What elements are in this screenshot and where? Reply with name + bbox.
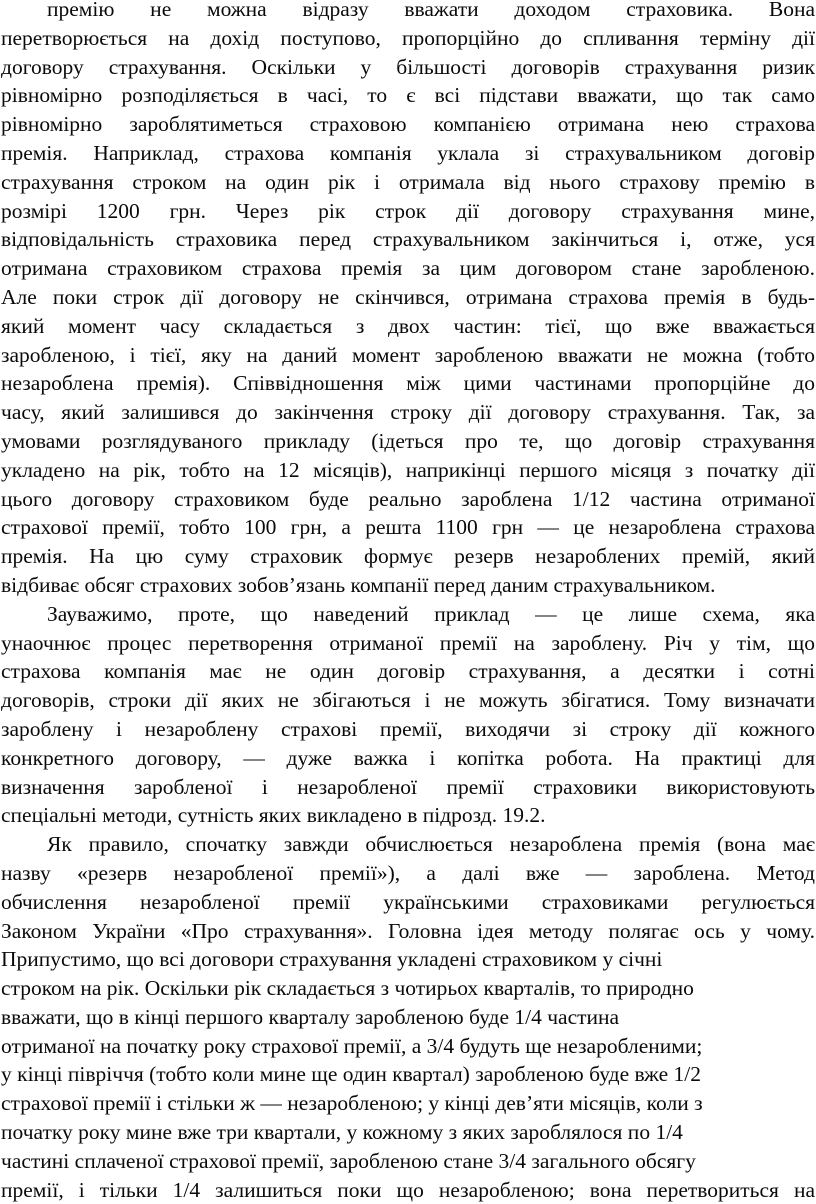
text-line: заробленою, і тієї, яку на даний момент заробленою вважати не можна (тобто <box>1 342 815 367</box>
text-line: цього договору страховиком буде реально зароблена 1/12 частина отриманої <box>1 486 815 511</box>
text-line: у кінці півріччя (тобто коли мине ще один квартал) заробленою буде вже 1/2 <box>1 1062 701 1087</box>
text-line: рівномірно зароблятиметься страховою компанією отримана нею страхова <box>1 112 815 137</box>
text-line: який момент часу складається з двох частин: тієї, що вже вважається <box>1 313 815 338</box>
text-line: назву «резерв незаробленої премії»), а далі вже — зароблена. Метод <box>1 860 815 885</box>
text-line: часу, який залишився до закінчення строку дії договору страхування. Так, за <box>1 400 815 425</box>
text-line: обчислення незаробленої премії українськими страховиками регулюється <box>1 889 815 914</box>
text-line: зароблену і незароблену страхові премії, виходячи зі строку дії кожного <box>1 716 815 741</box>
text-line: премія. Наприклад, страхова компанія уклала зі страхувальником договір <box>1 140 815 165</box>
text-line: відбиває обсяг страхових зобов’язань компанії перед даним страхувальником. <box>1 572 716 597</box>
text-line: укладено на рік, тобто на 12 місяців), наприкінці першого місяця з початку дії <box>1 457 815 482</box>
text-line: отриманої на початку року страхової премії, а 3/4 будуть ще незаробленими; <box>1 1033 703 1058</box>
text-line: спеціальні методи, сутність яких викладено в підрозд. 19.2. <box>1 803 546 828</box>
text-line: перетворюється на дохід поступово, пропорційно до спливання терміну дії <box>1 25 815 50</box>
text-line: строком на рік. Оскільки рік складається з чотирьох кварталів, то природно <box>1 976 694 1001</box>
text-line: частині сплаченої страхової премії, заробленою стане 3/4 загального обсягу <box>1 1148 696 1173</box>
text-line: рівномірно розподіляється в часі, то є всі підстави вважати, що так само <box>1 83 815 108</box>
text-line: страхування строком на один рік і отримала від нього страхову премію в <box>1 169 815 194</box>
text-line: страхова компанія має не один договір страхування, а десятки і сотні <box>1 659 815 684</box>
text-line: Припустимо, що всі договори страхування укладені страховиком у січні <box>1 947 663 972</box>
text-line: премію не можна відразу вважати доходом страховика. Вона <box>47 0 815 21</box>
text-line: страхової премії і стільки ж — незаробленою; у кінці дев’яти місяців, коли з <box>1 1091 703 1116</box>
text-line: Як правило, спочатку завжди обчислюється незароблена премія (вона має <box>47 832 815 857</box>
text-line: умовами розглядуваного прикладу (ідеться про те, що договір страхування <box>1 428 815 453</box>
text-line: договорів, строки дії яких не збігаються і не можуть збігатися. Тому визначати <box>1 688 815 713</box>
text-line: початку року мине вже три квартали, у кожному з яких зароблялося по 1/4 <box>1 1120 683 1145</box>
text-line: конкретного договору, — дуже важка і копітка робота. На практиці для <box>1 745 815 770</box>
text-line: страхової премії, тобто 100 грн, а решта 1100 грн — це незароблена страхова <box>1 515 815 540</box>
text-line: незароблена премія). Співвідношення між цими частинами пропорційне до <box>1 371 815 396</box>
text-line: Законом України «Про страхування». Головна ідея методу полягає ось у чому. <box>1 918 815 943</box>
text-line: унаочнює процес перетворення отриманої премії на зароблену. Річ у тім, що <box>1 630 815 655</box>
text-line: премія. На цю суму страховик формує резерв незароблених премій, який <box>1 544 815 569</box>
text-line: визначення заробленої і незаробленої премії страховики використовують <box>1 774 815 799</box>
text-line: вважати, що в кінці першого кварталу заробленою буде 1/4 частина <box>1 1004 620 1029</box>
text-line: отримана страховиком страхова премія за цим договором стане заробленою. <box>1 256 815 281</box>
text-line: премії, і тільки 1/4 залишиться поки що незаробленою; вона перетвориться на <box>1 1177 815 1202</box>
text-line: Але поки строк дії договору не скінчився, отримана страхова премія в будь- <box>1 284 815 309</box>
text-line: Зауважимо, проте, що наведений приклад — це лише схема, яка <box>47 601 815 626</box>
text-line: договору страхування. Оскільки у більшості договорів страхування ризик <box>1 54 815 79</box>
text-line: розмірі 1200 грн. Через рік строк дії договору страхування мине, <box>1 198 815 223</box>
text-line: відповідальність страховика перед страхувальником закінчиться і, отже, уся <box>1 227 815 252</box>
